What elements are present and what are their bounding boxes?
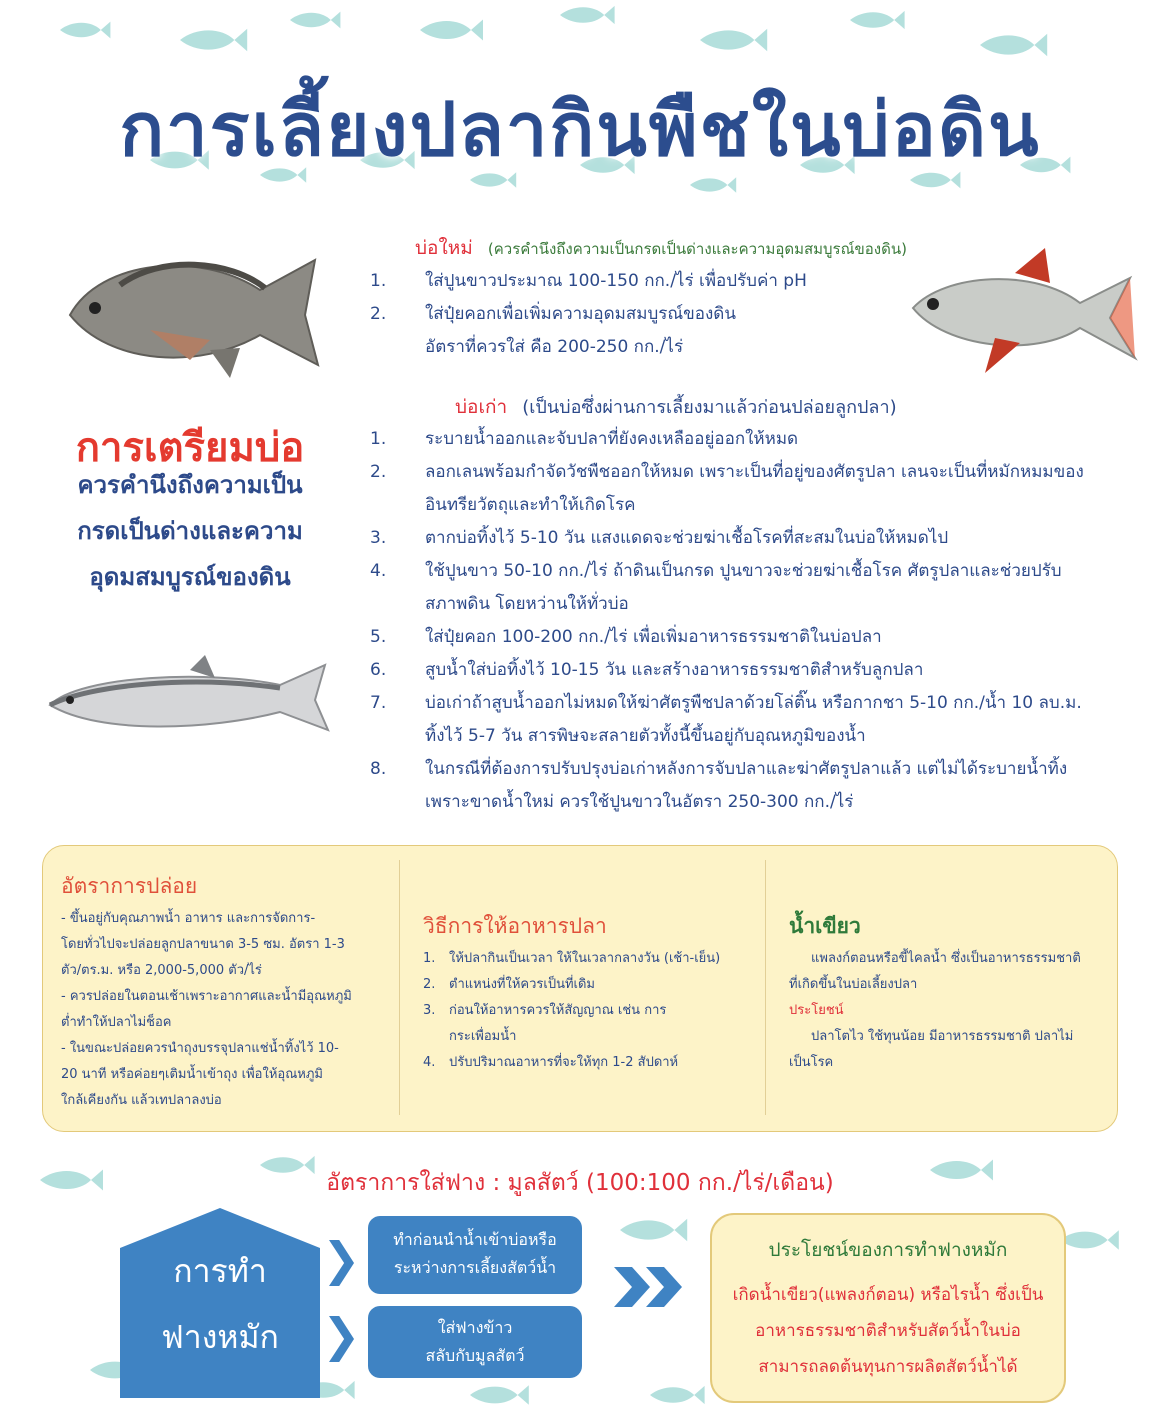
chevron-right-icon: ❯ — [322, 1308, 361, 1362]
silver-barb-fish-image — [905, 248, 1140, 388]
chevron-right-icon: ❯ — [322, 1232, 361, 1286]
item-text: ปรับปริมาณอาหารที่จะให้ทุก 1-2 สัปดาห์ — [449, 1055, 679, 1070]
item-number: 2. — [370, 462, 387, 482]
double-chevron-icon — [614, 1262, 694, 1312]
list-item — [423, 972, 753, 998]
release-line: - ควรปล่อยในตอนเช้าเพราะอากาศและน้ำมีอุณหภูมิ — [61, 989, 352, 1004]
item-text: บ่อเก่าถ้าสูบน้ำออกไม่หมดให้ฆ่าศัตรูพืชปลาด้วยโล่ติ๊น หรือกากชา 5-10 กก./น้ำ 10 ลบ.ม. — [425, 693, 1082, 713]
green-water-benefit-label: ประโยชน์ — [789, 1003, 844, 1018]
info-panel — [42, 845, 1118, 1132]
list-item — [370, 687, 1130, 753]
item-text: ก่อนให้อาหารควรให้สัญญาณ เช่น การ — [449, 1003, 667, 1018]
prep-desc-line: อุดมสมบูรณ์ของดิน — [89, 563, 291, 591]
new-pond-list — [370, 265, 930, 364]
tilapia-fish-image — [60, 240, 330, 380]
item-number: 2. — [423, 977, 436, 992]
item-number: 7. — [370, 693, 387, 713]
compost-benefit-title: ประโยชน์ของการทำฟางหมัก — [768, 1239, 1008, 1261]
item-text: ให้ปลากินเป็นเวลา ให้ในเวลากลางวัน (เช้า-เย็น) — [449, 951, 721, 966]
list-item — [423, 998, 753, 1050]
list-item — [370, 298, 930, 364]
item-number: 5. — [370, 627, 387, 647]
green-water-line: แพลงก์ตอนหรือขี้ไคลน้ำ ซึ่งเป็นอาหารธรรมชาติ — [811, 951, 1081, 966]
item-text: อินทรียวัตถุและทำให้เกิดโรค — [425, 495, 636, 515]
green-water-text — [789, 946, 1107, 1076]
item-number: 6. — [370, 660, 387, 680]
green-water-heading: น้ำเขียว — [789, 914, 861, 938]
compost-benefit-line: สามารถลดต้นทุนการผลิตสัตว์น้ำได้ — [758, 1357, 1018, 1377]
item-number: 8. — [370, 759, 387, 779]
item-number: 3. — [370, 528, 387, 548]
item-number: 1. — [423, 951, 436, 966]
item-text: ใส่ปูนขาวประมาณ 100-150 กก./ไร่ เพื่อปรับค่า pH — [425, 271, 807, 291]
item-text: สภาพดิน โดยหว่านให้ทั่วบ่อ — [425, 594, 629, 614]
old-pond-list — [370, 423, 1130, 819]
list-item — [370, 456, 1130, 522]
compost-rate: อัตราการใส่ฟาง : มูลสัตว์ (100:100 กก./ไร่/เดือน) — [326, 1170, 834, 1196]
item-text: ลอกเลนพร้อมกำจัดวัชพืชออกให้หมด เพราะเป็นที่อยู่ของศัตรูปลา เลนจะเป็นที่หมักหมมของ — [425, 462, 1084, 482]
list-item — [370, 555, 1130, 621]
feeding-list — [423, 946, 753, 1076]
compost-step-line: ทำก่อนนำน้ำเข้าบ่อหรือ — [393, 1230, 557, 1249]
compost-main-line: การทำ — [173, 1252, 267, 1290]
list-item — [370, 265, 930, 298]
item-text: ใส่ปุ๋ยคอกเพื่อเพิ่มความอุดมสมบูรณ์ของดิน — [425, 304, 736, 324]
new-pond-heading: บ่อใหม่ — [415, 237, 473, 259]
prep-desc-line: ควรคำนึงถึงความเป็น — [77, 471, 303, 499]
list-item — [370, 423, 1130, 456]
feeding-heading: วิธีการให้อาหารปลา — [423, 914, 607, 938]
release-line: ต่ำทำให้ปลาไม่ช็อค — [61, 1015, 172, 1030]
green-water-benefit-line: เป็นโรค — [789, 1055, 834, 1070]
green-water-line: ที่เกิดขึ้นในบ่อเลี้ยงปลา — [789, 977, 918, 992]
item-number: 1. — [370, 429, 387, 449]
item-text: ทิ้งไว้ 5-7 วัน สารพิษจะสลายตัวทั้งนี้ขึ้นอยู่กับอุณหภูมิของน้ำ — [425, 726, 866, 746]
item-text: ใช้ปูนขาว 50-10 กก./ไร่ ถ้าดินเป็นกรด ปูนขาวจะช่วยฆ่าเชื้อโรค ศัตรูปลาและช่วยปรับ — [425, 561, 1062, 581]
old-pond-header — [455, 392, 897, 422]
compost-step-line: ระหว่างการเลี้ยงสัตว์น้ำ — [393, 1258, 557, 1277]
release-line: - ขึ้นอยู่กับคุณภาพน้ำ อาหาร และการจัดการ- — [61, 911, 316, 926]
list-item — [423, 946, 753, 972]
item-text: อัตราที่ควรใส่ คือ 200-250 กก./ไร่ — [425, 337, 684, 357]
item-text: ตากบ่อทิ้งไว้ 5-10 วัน แสงแดดจะช่วยฆ่าเชื้อโรคที่สะสมในบ่อให้หมดไป — [425, 528, 949, 548]
item-text: กระเพื่อมน้ำ — [449, 1029, 517, 1044]
prep-title: การเตรียมบ่อ — [75, 424, 305, 471]
list-item — [370, 621, 1130, 654]
item-number: 1. — [370, 271, 387, 291]
compost-main-label — [120, 1238, 320, 1370]
item-text: ใส่ปุ๋ยคอก 100-200 กก./ไร่ เพื่อเพิ่มอาหารธรรมชาติในบ่อปลา — [425, 627, 882, 647]
release-line: ใกล้เคียงกัน แล้วเทปลาลงบ่อ — [61, 1093, 222, 1108]
list-item — [370, 522, 1130, 555]
release-heading: อัตราการปล่อย — [61, 874, 198, 898]
prep-desc-line: กรดเป็นด่างและความ — [77, 517, 303, 545]
list-item — [370, 654, 1130, 687]
new-pond-note: (ควรคำนึงถึงความเป็นกรดเป็นด่างและความอุดมสมบูรณ์ของดิน) — [487, 240, 907, 258]
compost-main-line: ฟางหมัก — [161, 1318, 279, 1356]
green-water-benefit-line: ปลาโตไว ใช้ทุนน้อย มีอาหารธรรมชาติ ปลาไม่ — [811, 1029, 1074, 1044]
compost-benefit-line: เกิดน้ำเขียว(แพลงก์ตอน) หรือไรน้ำ ซึ่งเป็น — [732, 1285, 1044, 1305]
list-item — [423, 1050, 753, 1076]
item-number: 4. — [423, 1055, 436, 1070]
item-number: 2. — [370, 304, 387, 324]
item-number: 4. — [370, 561, 387, 581]
catfish-image — [40, 650, 330, 740]
page-title: การเลี้ยงปลากินพืชในบ่อดิน — [119, 87, 1041, 173]
item-text: เพราะขาดน้ำใหม่ ควรใช้ปูนขาวในอัตรา 250-300 กก./ไร่ — [425, 792, 854, 812]
item-text: สูบน้ำใส่บ่อทิ้งไว้ 10-15 วัน และสร้างอาหารธรรมชาติสำหรับลูกปลา — [425, 660, 924, 680]
item-number: 3. — [423, 1003, 436, 1018]
release-line: 20 นาที หรือค่อยๆเติมน้ำเข้าถุง เพื่อให้อุณหภูมิ — [61, 1067, 323, 1082]
compost-step-line: ใส่ฟางข้าว — [437, 1318, 513, 1337]
old-pond-note: (เป็นบ่อซึ่งผ่านการเลี้ยงมาแล้วก่อนปล่อยลูกปลา) — [522, 397, 897, 418]
item-text: ในกรณีที่ต้องการปรับปรุงบ่อเก่าหลังการจับปลาและฆ่าศัตรูปลาแล้ว แต่ไม่ได้ระบายน้ำทิ้ง — [425, 759, 1068, 779]
prep-description — [40, 462, 340, 600]
item-text: ระบายน้ำออกและจับปลาที่ยังคงเหลืออยู่ออกให้หมด — [425, 429, 799, 449]
release-text — [61, 906, 391, 1114]
release-line: - ในขณะปล่อยควรนำถุงบรรจุปลาแช่น้ำทิ้งไว้ 10- — [61, 1041, 339, 1056]
compost-benefit-line: อาหารธรรมชาติสำหรับสัตว์น้ำในบ่อ — [755, 1321, 1021, 1341]
compost-step-material — [368, 1306, 582, 1378]
new-pond-header — [415, 233, 907, 263]
release-line: โดยทั่วไปจะปล่อยลูกปลาขนาด 3-5 ซม. อัตรา 1-3 — [61, 937, 345, 952]
compost-step-line: สลับกับมูลสัตว์ — [425, 1346, 525, 1365]
item-text: ตำแหน่งที่ให้ควรเป็นที่เดิม — [449, 977, 595, 992]
compost-step-timing — [368, 1216, 582, 1294]
compost-benefit-box — [710, 1213, 1066, 1403]
old-pond-heading: บ่อเก่า — [455, 396, 508, 418]
list-item — [370, 753, 1130, 819]
release-line: ตัว/ตร.ม. หรือ 2,000-5,000 ตัว/ไร่ — [61, 963, 262, 978]
